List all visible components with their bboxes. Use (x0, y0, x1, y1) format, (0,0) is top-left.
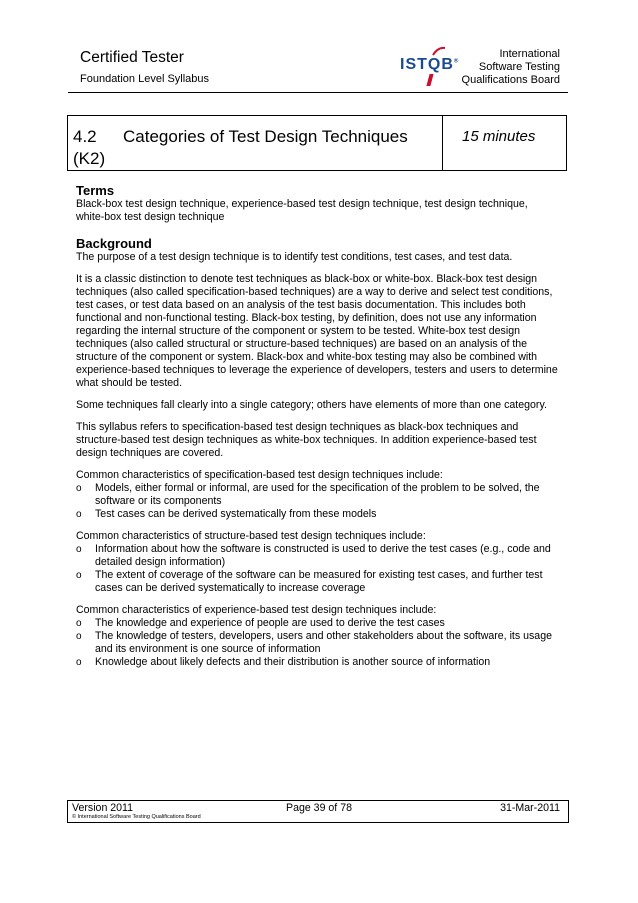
list-item (76, 617, 558, 630)
section-title-box (67, 115, 567, 171)
list-item-text: Test cases can be derived systematically from these models (95, 508, 377, 520)
exp-intro: Common characteristics of experience-based test design techniques include: (76, 604, 437, 616)
header-left (80, 49, 209, 85)
list-item (76, 508, 558, 521)
header-rule (68, 92, 568, 93)
header-title: Certified Tester (80, 49, 184, 66)
footer-box (67, 800, 569, 823)
org-line-3: Qualifications Board (461, 74, 560, 86)
list-item-text: The extent of coverage of the software can be measured for existing test cases, and further test cases can be derived systematically to increase coverage (95, 569, 543, 594)
bullet-icon: o (76, 544, 82, 555)
exp-list (76, 617, 558, 669)
logo-swoosh-icon (432, 46, 446, 56)
section-title: Categories of Test Design Techniques (123, 127, 408, 146)
spec-list (76, 482, 558, 521)
background-paragraph-2: It is a classic distinction to denote test techniques as black-box or white-box. Black-box test design techniques (also called specification-based techniques) are a way to derive and select test conditions, test cases, or test data based on an analysis of the test basis documentation. This includes both functional and non-functional testing. Black-box testing, by definition, does not use any information regarding the internal structure of the component or system to be tested. White-box test design techniques (also called structural or structure-based techniques) are based on an analysis of the structure of the component or system. Black-box and white-box testing may also be combined with experience-based techniques to leverage the experience of developers, testers and users to determine what should be tested. (76, 273, 558, 389)
struct-intro: Common characteristics of structure-based test design techniques include: (76, 530, 426, 542)
list-item (76, 656, 558, 669)
list-item-text: The knowledge of testers, developers, users and other stakeholders about the software, its usage and its environment is one source of information (95, 630, 552, 655)
bullet-icon: o (76, 509, 82, 520)
list-item (76, 569, 558, 595)
logo-accent-mark (426, 74, 433, 86)
spec-intro: Common characteristics of specification-based test design techniques include: (76, 469, 443, 481)
org-name (462, 48, 560, 87)
main-content (76, 183, 558, 678)
header-subtitle: Foundation Level Syllabus (80, 73, 210, 85)
section-level: (K2) (73, 149, 106, 168)
background-paragraph-3: Some techniques fall clearly into a single category; others have elements of more than one category. (76, 399, 547, 411)
logo-text: ISTQB (400, 56, 454, 73)
list-item-text: Knowledge about likely defects and their distribution is another source of information (95, 656, 491, 668)
org-line-1: International (499, 48, 560, 60)
bullet-icon: o (76, 570, 82, 581)
bullet-icon: o (76, 631, 82, 642)
section-duration: 15 minutes (462, 128, 536, 145)
background-paragraph-1: The purpose of a test design technique is to identify test conditions, test cases, and test data. (76, 251, 513, 263)
terms-heading: Terms (76, 183, 115, 198)
list-item (76, 482, 558, 508)
org-line-2: Software Testing (478, 61, 560, 73)
footer-date: 31-Mar-2011 (500, 802, 560, 814)
list-item (76, 543, 558, 569)
background-heading: Background (76, 236, 152, 251)
background-paragraph-4: This syllabus refers to specification-based test design techniques as black-box techniques and structure-based test design techniques as white-box techniques. In addition experience-based test design techniques are covered. (76, 421, 537, 459)
list-item-text: Information about how the software is constructed is used to derive the test cases (e.g., code and detailed design information) (95, 543, 551, 568)
footer-copyright: © International Software Testing Qualifications Board (72, 814, 201, 820)
struct-list (76, 543, 558, 595)
list-item-text: The knowledge and experience of people are used to derive the test cases (95, 617, 445, 629)
istqb-logo (400, 56, 459, 74)
list-item (76, 630, 558, 656)
bullet-icon: o (76, 618, 82, 629)
footer-page-number: Page 39 of 78 (286, 802, 352, 814)
list-item-text: Models, either formal or informal, are used for the specification of the problem to be solved, the software or its components (95, 482, 540, 507)
bullet-icon: o (76, 483, 82, 494)
section-box-divider (442, 116, 443, 170)
footer-version: Version 2011 (72, 802, 134, 814)
header-logo-block (400, 42, 560, 88)
bullet-icon: o (76, 657, 82, 668)
terms-text: Black-box test design technique, experience-based test design technique, test design technique, white-box test design technique (76, 198, 528, 223)
section-number: 4.2 (73, 127, 97, 146)
trademark-icon: ® (453, 58, 460, 65)
